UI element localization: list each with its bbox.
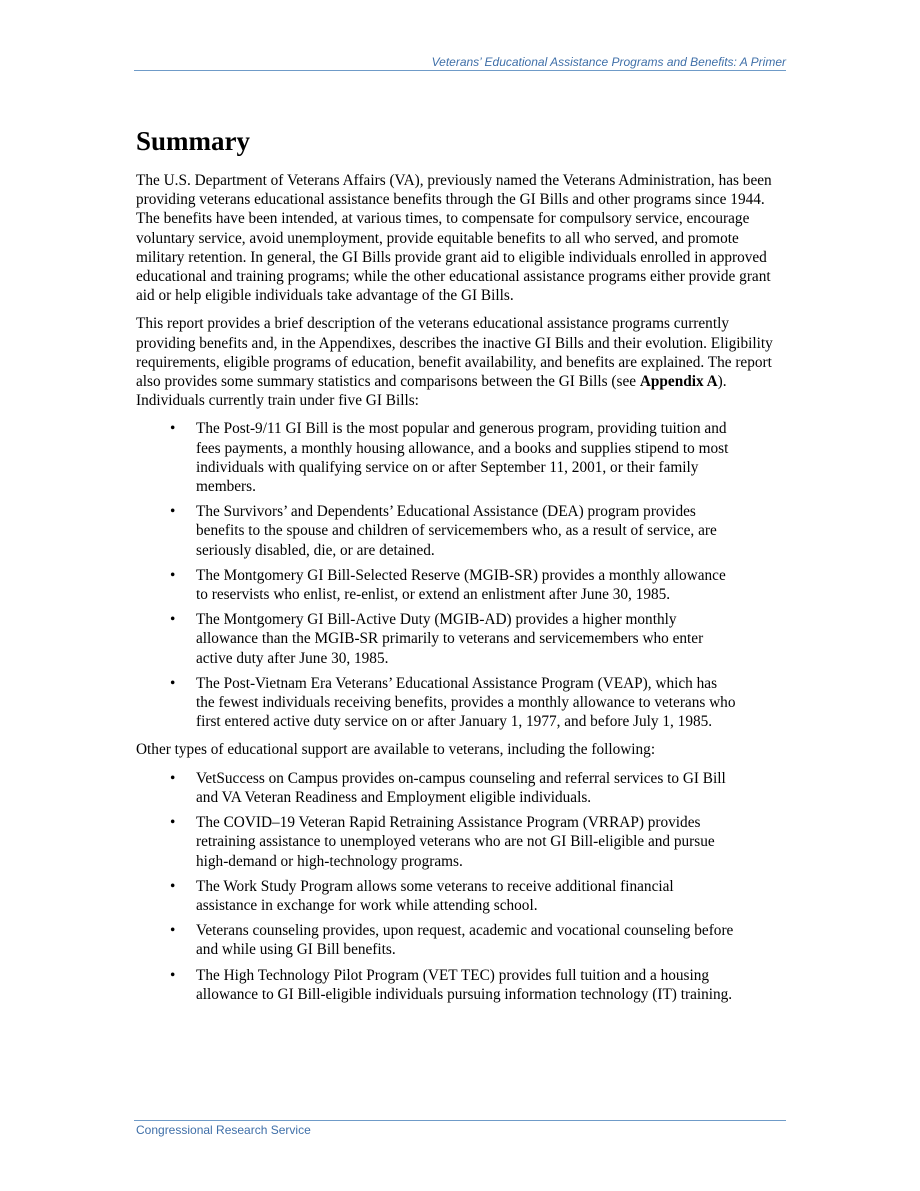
bullet-icon: •: [170, 566, 176, 584]
list-item: [136, 610, 736, 668]
bullet-icon: •: [170, 814, 176, 832]
summary-paragraph-3: Other types of educational support are available to veterans, including the following:: [136, 741, 656, 759]
header-rule: [134, 70, 786, 71]
list-item: [136, 877, 736, 915]
list-item: [136, 674, 736, 732]
bullet-icon: •: [170, 769, 176, 787]
list-item-text: VetSuccess on Campus provides on-campus counseling and referral services to GI Bill and VA Veteran Readiness and Employment eligible individuals.: [196, 769, 726, 806]
bullet-icon: •: [170, 420, 176, 438]
list-item-text: The COVID–19 Veteran Rapid Retraining Assistance Program (VRRAP) provides retraining assistance to unemployed veterans who are not GI Bill-eligible and pursue high-demand or high-technology programs.: [196, 814, 715, 870]
list-item-text: The Post-Vietnam Era Veterans’ Educational Assistance Program (VEAP), which has the fewest individuals receiving benefits, provides a monthly allowance to veterans who first entered active duty service on or after January 1, 1977, and before July 1, 1985.: [196, 674, 736, 731]
bullet-icon: •: [170, 503, 176, 521]
summary-paragraph-1: The U.S. Department of Veterans Affairs (VA), previously named the Veterans Administration, has been providing veterans educational assistance benefits through the GI Bills and other programs since 1944. The benefits have been intended, at various times, to compensate for compulsory service, encourage voluntary service, avoid unemployment, provide equitable benefits to all who served, and promote military retention. In general, the GI Bills provide grant aid to eligible individuals enrolled in approved educational and training programs; while the other educational assistance programs either provide grant aid or help eligible individuals take advantage of the GI Bills.: [136, 172, 772, 305]
list-item-text: The Post-9/11 GI Bill is the most popular and generous program, providing tuition and fees payments, a monthly housing allowance, and a books and supplies stipend to most individuals with qualifying service on or after September 11, 2001, or their family members.: [196, 420, 729, 496]
paragraph-2-text-end: ). Individuals currently train under five GI Bills:: [136, 373, 727, 410]
list-item-text: The Survivors’ and Dependents’ Educational Assistance (DEA) program provides benefits to the spouse and children of servicemembers who, as a result of service, are seriously disabled, die, or are detained.: [196, 503, 717, 559]
list-item: [136, 502, 736, 560]
bullet-icon: •: [170, 922, 176, 940]
paragraph-2-text: This report provides a brief description of the veterans educational assistance programs currently providing benefits and, in the Appendixes, describes the inactive GI Bills and their evolution. Eligibility requirements, eligible programs of education, benefit availability, and benefits are explained. The report also provides some summary statistics and comparisons between the GI Bills (see: [136, 315, 773, 391]
page-content: [136, 124, 788, 1013]
list-item-text: The Montgomery GI Bill-Active Duty (MGIB-AD) provides a higher monthly allowance than the MGIB-SR primarily to veterans and servicemembers who enter active duty after June 30, 1985.: [196, 611, 704, 667]
list-item-text: The High Technology Pilot Program (VET TEC) provides full tuition and a housing allowance to GI Bill-eligible individuals pursuing information technology (IT) training.: [196, 966, 733, 1003]
list-item: [136, 419, 736, 496]
list-item: [136, 921, 736, 959]
footer-text: Congressional Research Service: [136, 1123, 311, 1137]
other-support-list: [136, 769, 788, 1004]
list-item-text: The Work Study Program allows some veterans to receive additional financial assistance in exchange for work while attending school.: [196, 877, 674, 914]
list-item: [136, 813, 736, 871]
running-header-title: Veterans’ Educational Assistance Programs and Benefits: A Primer: [431, 55, 786, 69]
bullet-icon: •: [170, 674, 176, 692]
list-item: [136, 566, 736, 604]
bullet-icon: •: [170, 966, 176, 984]
appendix-a-reference: Appendix A: [639, 373, 718, 391]
gi-bills-list: [136, 419, 788, 731]
list-item: [136, 966, 736, 1004]
bullet-icon: •: [170, 877, 176, 895]
bullet-icon: •: [170, 611, 176, 629]
section-heading: Summary: [136, 126, 250, 156]
list-item: [136, 769, 736, 807]
footer-rule: [134, 1120, 786, 1121]
list-item-text: The Montgomery GI Bill-Selected Reserve (MGIB-SR) provides a monthly allowance to reservists who enlist, re-enlist, or extend an enlistment after June 30, 1985.: [196, 566, 726, 604]
list-item-text: Veterans counseling provides, upon request, academic and vocational counseling before and while using GI Bill benefits.: [196, 922, 734, 959]
summary-paragraph-2: [136, 314, 788, 410]
